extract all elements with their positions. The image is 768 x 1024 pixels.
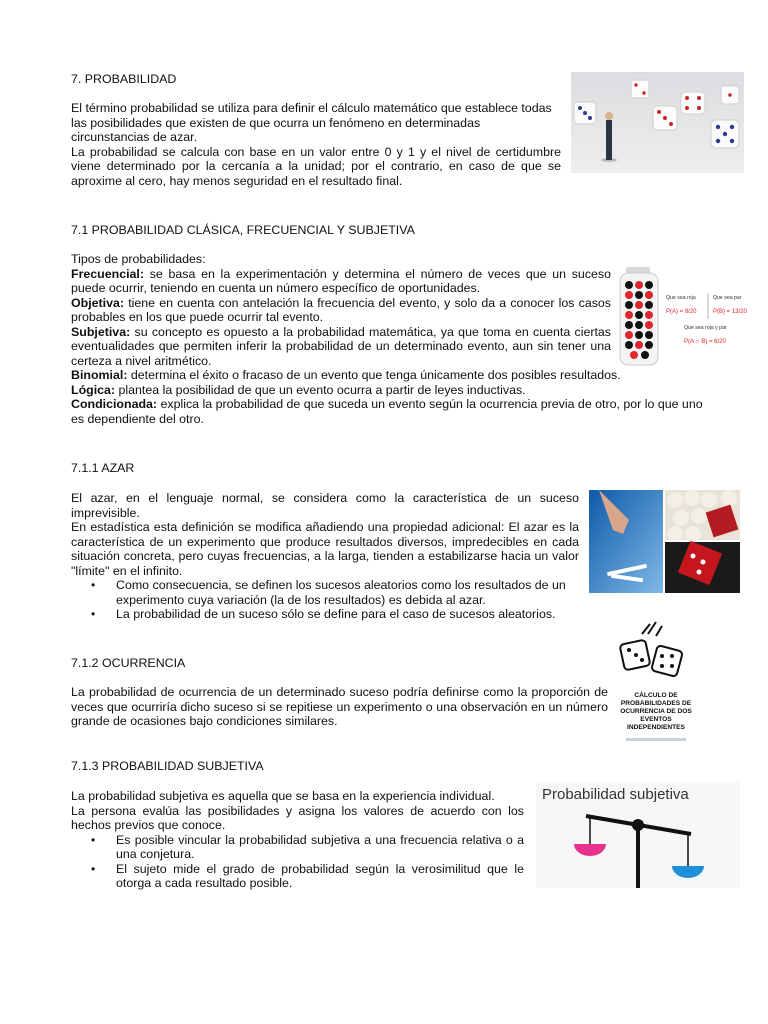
paragraph: La probabilidad se calcula con base en un valor entre 0 y 1 y el nivel de certidumbre viene determinado por la cercanía a la unidad; por el contrario, en caso de que se aproxime al cero, hay menos seguridad en el resultado final. — [71, 144, 561, 188]
section-title-subjetiva: 7.1.3 PROBABILIDAD SUBJETIVA — [71, 759, 264, 773]
list-item: • La probabilidad de un suceso sólo se define para el caso de sucesos aleatorios. — [71, 607, 579, 622]
list-item: • El sujeto mide el grado de probabilidad según la verosimilitud que le otorga a cada resultado posible. — [71, 862, 524, 891]
list-item: • Es posible vincular la probabilidad subjetiva a una frecuencia relativa o a una conjetura. — [71, 833, 524, 862]
dice-photo — [571, 72, 744, 173]
type-item — [71, 397, 711, 426]
section-title-azar: 7.1.1 AZAR — [71, 461, 135, 475]
paragraph: Tipos de probabilidades: — [71, 252, 206, 266]
type-item — [71, 383, 711, 398]
jar-label-both: Que sea roja y par — [684, 325, 727, 331]
ocurrencia-image-caption: CÁLCULO DE PROBABILIDADES DE OCURRENCIA DE DOS EVENTOS INDEPENDIENTES — [620, 691, 692, 731]
type-term: Frecuencial: — [71, 266, 144, 281]
type-item — [71, 267, 611, 296]
type-item — [71, 296, 611, 325]
paragraph: El término probabilidad se utiliza para definir el cálculo matemático que establece todas las posibilidades que existen de que ocurra un fenómeno en determinadas circunstancias de azar. — [71, 101, 552, 144]
paragraph: El azar, en el lenguaje normal, se considera como la característica de un suceso imprevisible. — [71, 491, 579, 520]
paragraph: La probabilidad subjetiva es aquella que se basa en la experiencia individual. — [71, 789, 495, 803]
azar-collage-image — [589, 490, 740, 593]
type-text: tiene en cuenta con antelación la frecuencia del evento, y solo da a conocer los casos probables en los que puede ocurrir tal evento. — [71, 295, 611, 324]
azar-bullet-list — [71, 578, 579, 622]
type-term: Objetiva: — [71, 295, 125, 310]
type-term: Binomial: — [71, 368, 128, 382]
jar-illustration — [618, 267, 764, 367]
type-item — [71, 368, 711, 383]
section-ocurrencia-body: La probabilidad de ocurrencia de un determinado suceso podría definirse como la proporción de veces que ocurriría dicho suceso si se repitiese un experimento o una observación en un número grande de ocasiones bajo condiciones similares. — [71, 685, 608, 728]
azar-collage — [589, 490, 740, 593]
list-item: • Como consecuencia, se definen los sucesos aleatorios como los resultados de un experimento cuya variación (la de los resultados) es debida al azar. — [71, 578, 579, 607]
section-probabilidad-body — [71, 101, 561, 188]
formula-pa: P(A) = 8/20 — [666, 309, 697, 315]
jar-label-red: Que sea roja — [666, 295, 696, 301]
formula-pb: P(B) = 13/20 — [713, 309, 747, 315]
dice-illustration — [571, 72, 744, 173]
section-title-ocurrencia: 7.1.2 OCURRENCIA — [71, 656, 186, 670]
type-text: determina el éxito o fracaso de un evento que tenga únicamente dos posibles resultados. — [127, 368, 621, 382]
marbles-jar-image — [618, 267, 764, 367]
type-term: Condicionada: — [71, 397, 158, 411]
type-text: su concepto es opuesto a la probabilidad matemática, ya que toma en cuenta ciertas eventualidades que permiten inferir la probabilidad de un determinado evento, aun sin tener una certeza a nivel aritmético. — [71, 324, 611, 368]
paragraph: La persona evalúa las posibilidades y asigna los valores de acuerdo con los hechos previos que conoce. — [71, 803, 524, 832]
type-term: Lógica: — [71, 382, 116, 397]
type-text: plantea la posibilidad de que un evento ocurra a partir de leyes inductivas. — [115, 382, 526, 397]
caption-footer-bar — [626, 738, 686, 741]
ocurrencia-dice-image — [612, 620, 700, 745]
jar-label-black: Que sea par — [713, 295, 742, 301]
section-subjetiva-body — [71, 789, 524, 891]
section-title-clasica: 7.1 PROBABILIDAD CLÁSICA, FRECUENCIAL Y SUBJETIVA — [71, 223, 415, 237]
falling-dice-illustration — [612, 620, 700, 682]
section-title-probabilidad: 7. PROBABILIDAD — [71, 72, 177, 86]
type-item — [71, 325, 611, 369]
section-azar-body — [71, 491, 579, 622]
type-text: se basa en la experimentación y determina el número de veces que un suceso puede ocurrir, teniendo en cuenta un número específico de oportunidades. — [71, 266, 611, 295]
type-term: Subjetiva: — [71, 324, 131, 339]
subjetiva-bullet-list — [71, 833, 524, 891]
formula-pab: P(A ∩ B) = 6/20 — [684, 339, 726, 345]
subjective-balance-image — [536, 782, 740, 888]
paragraph: En estadística esta definición se modifica añadiendo una propiedad adicional: El azar es la característica de un experimento que produce resultados diversos, impredecibles en cada situación concreta, pero cuyas frecuencias, a la larga, tienden a estabilizarse hacia un valor "límite" en el infinito. — [71, 520, 579, 578]
type-text: explica la probabilidad de que suceda un evento según la ocurrencia previa de otro, por lo que uno es dependiente del otro. — [71, 397, 703, 426]
balance-image-title: Probabilidad subjetiva — [542, 786, 689, 803]
